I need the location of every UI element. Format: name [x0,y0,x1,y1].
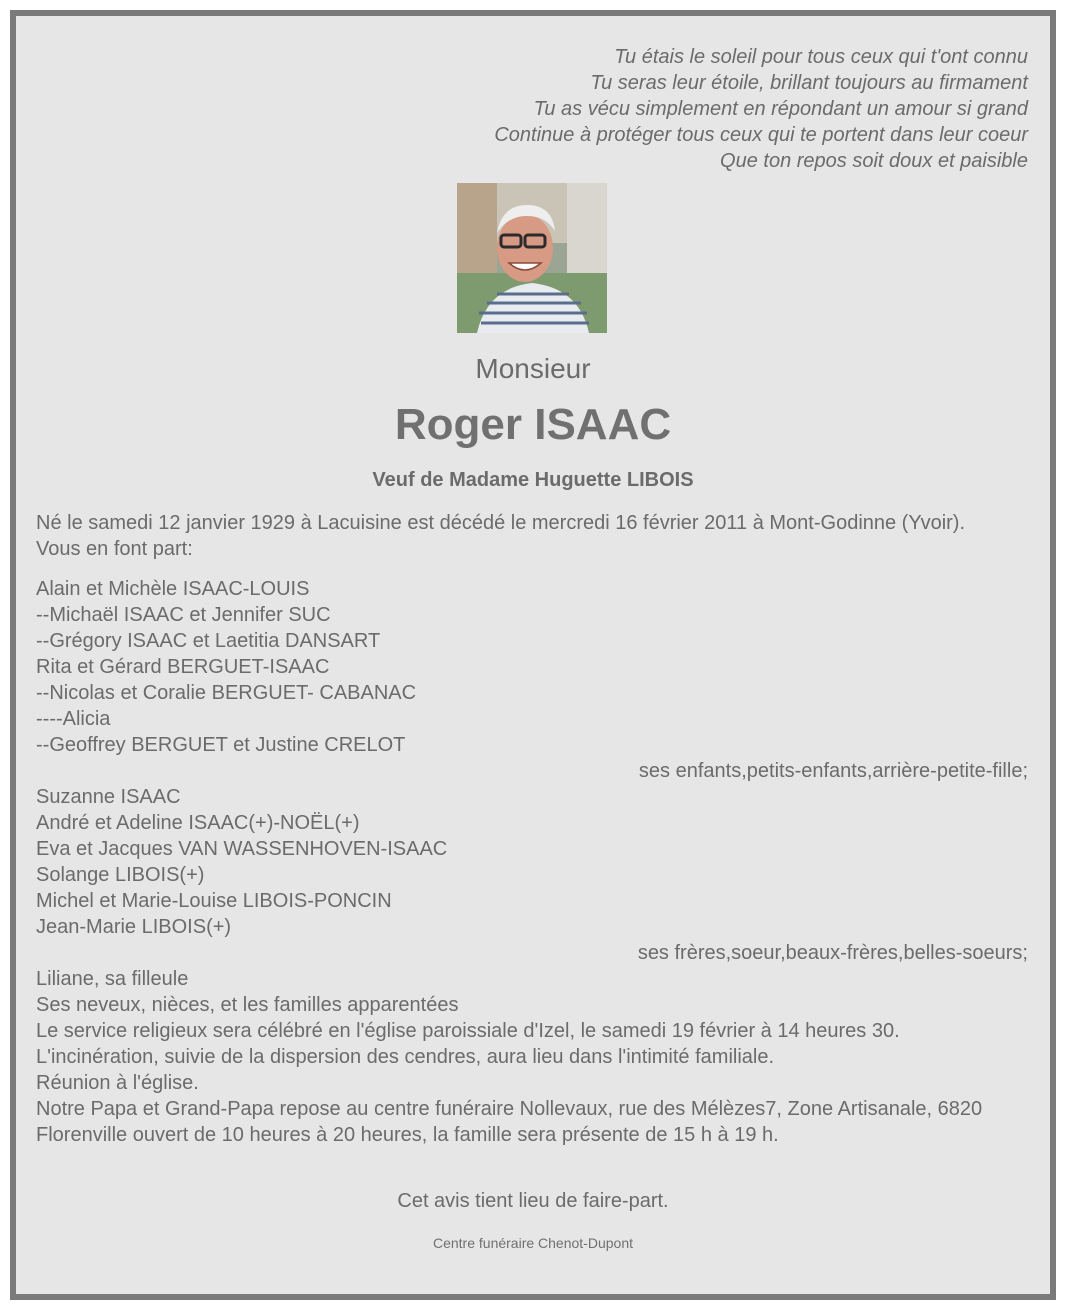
list-item: Eva et Jacques VAN WASSENHOVEN-ISAAC [36,838,448,860]
birth-death-text: Né le samedi 12 janvier 1929 à Lacuisine est décédé le mercredi 16 février 2011 à Mont-Godinne (Yvoir). [36,512,966,534]
poem-line: Tu seras leur étoile, brillant toujours au firmament [590,72,1028,94]
children-list [36,576,1028,758]
list-item: Solange LIBOIS(+) [36,864,205,886]
siblings-caption: ses frères,soeur,beaux-frères,belles-soeurs; [637,942,1028,964]
list-item: Alain et Michèle ISAAC-LOUIS [36,578,310,600]
poem-line: Continue à protéger tous ceux qui te portent dans leur coeur [494,124,1028,146]
poem [494,44,1028,174]
intro-text: Vous en font part: [36,538,193,560]
honorific: Monsieur [475,353,591,384]
widow-of: Veuf de Madame Huguette LIBOIS [372,469,694,491]
portrait-image [457,183,607,333]
announcement-body [36,510,1028,1148]
viewing-info: Notre Papa et Grand-Papa repose au centre funéraire Nollevaux, rue des Mélèzes7, Zone Artisanale, 6820 Florenville ouvert de 10 heures à 20 heures, la famille sera présente de 15 h à 19 h. [36,1098,983,1146]
list-item: ----Alicia [36,708,111,730]
list-item: Suzanne ISAAC [36,786,181,808]
portrait-photo [457,183,607,333]
list-item: Rita et Gérard BERGUET-ISAAC [36,656,330,678]
obituary-card [10,10,1056,1300]
poem-line: Tu as vécu simplement en répondant un amour si grand [533,98,1028,120]
deceased-name: Roger ISAAC [394,400,672,449]
list-item: Ses neveux, nièces, et les familles apparentées [36,994,459,1016]
cremation-info: L'incinération, suivie de la dispersion des cendres, aura lieu dans l'intimité familiale. [36,1046,775,1068]
meeting-info: Réunion à l'église. [36,1072,199,1094]
service-info: Le service religieux sera célébré en l'église paroissiale d'Izel, le samedi 19 février à 14 heures 30. [36,1020,900,1042]
list-item: Michel et Marie-Louise LIBOIS-PONCIN [36,890,392,912]
funeral-home-credit: Centre funéraire Chenot-Dupont [432,1235,633,1251]
poem-line: Tu étais le soleil pour tous ceux qui t'ont connu [614,46,1028,68]
list-item: Jean-Marie LIBOIS(+) [36,916,232,938]
closing-note: Cet avis tient lieu de faire-part. [397,1190,669,1212]
poem-line: Que ton repos soit doux et paisible [720,150,1028,172]
others-list [36,966,1028,1148]
list-item: André et Adeline ISAAC(+)-NOËL(+) [36,812,360,834]
list-item: --Geoffrey BERGUET et Justine CRELOT [36,734,406,756]
siblings-list [36,784,1028,940]
list-item: --Nicolas et Coralie BERGUET- CABANAC [36,682,417,704]
list-item: Liliane, sa filleule [36,968,189,990]
list-item: --Grégory ISAAC et Laetitia DANSART [36,630,381,652]
list-item: --Michaël ISAAC et Jennifer SUC [36,604,331,626]
children-caption: ses enfants,petits-enfants,arrière-petite-fille; [638,760,1028,782]
